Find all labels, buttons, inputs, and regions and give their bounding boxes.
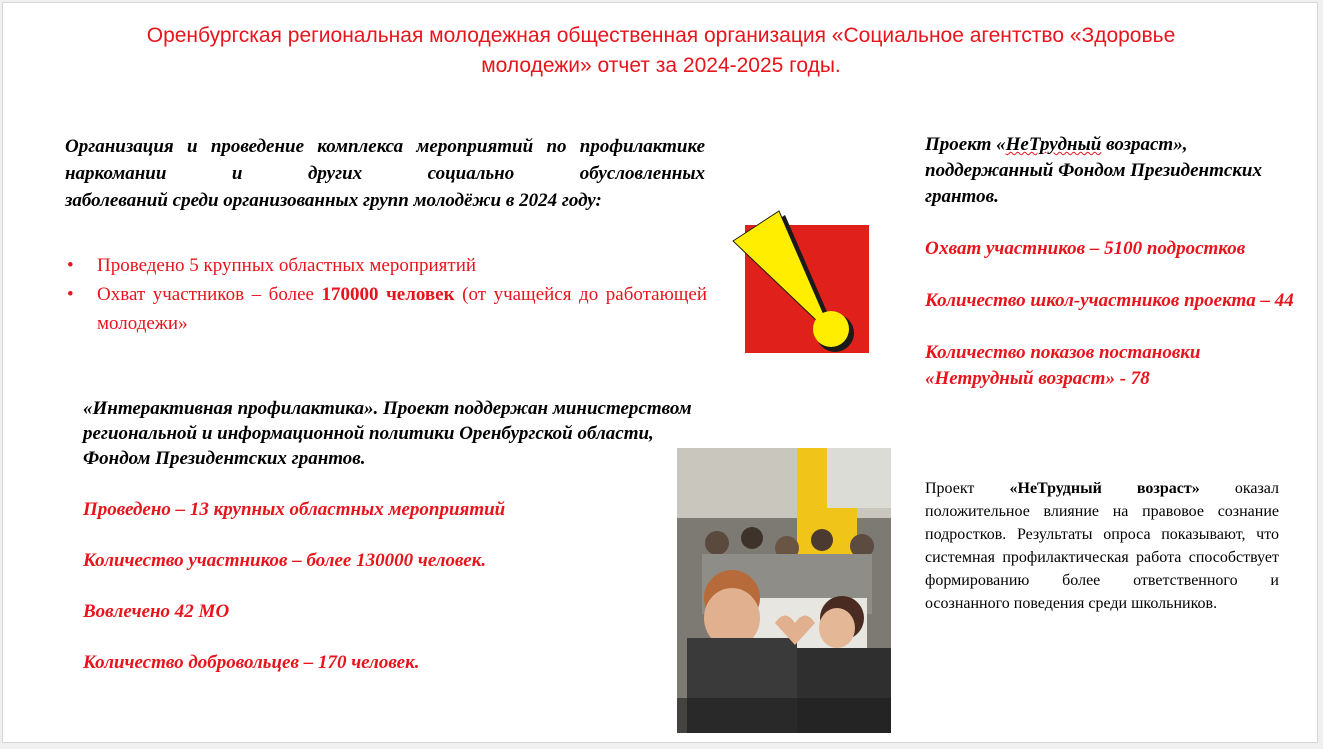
- project-stat: Проведено – 13 крупных областных мероприятий: [83, 499, 506, 520]
- list-item: • Охват участников – более 170000 человек (от учащейся до работающей молодежи»: [65, 280, 707, 338]
- project-stat: Охват участников – 5100 подростков: [925, 238, 1246, 259]
- project-description: Проект «НеТрудный возраст» оказал положительное влияние на правовое сознание подростков. Результаты опроса показывают, что системная профилактическая работа способствует формированию более ответственного и осознанного поведения среди школьников.: [925, 480, 1280, 612]
- participants-count: 170000 человек: [321, 284, 455, 305]
- page-title: [63, 21, 1259, 81]
- exclamation-warning-icon: [727, 209, 877, 359]
- group-photo: [677, 448, 891, 733]
- project-stat: Количество показов постановки «Нетрудный возраст» - 78: [925, 342, 1201, 389]
- title-line-1: Оренбургская региональная молодежная общественная организация «Социальное агентство «Здоровье: [146, 24, 1176, 47]
- results-list: [65, 251, 707, 338]
- project-heading: «Интерактивная профилактика». Проект поддержан министерством региональной и информационной политики Оренбургской области, Фондом Президентских грантов.: [83, 398, 692, 469]
- intro-heading-tail: заболеваний среди организованных групп молодёжи в 2024 году:: [65, 190, 602, 211]
- project-stat: Вовлечено 42 МО: [83, 601, 230, 622]
- interactive-prevention-project: [83, 396, 693, 675]
- netrudny-project: [925, 132, 1295, 392]
- project-stat: Количество добровольцев – 170 человек.: [83, 652, 420, 673]
- project-stat: Количество школ-участников проекта – 44: [925, 290, 1294, 311]
- title-line-2: молодежи» отчет за 2024-2025 годы.: [481, 54, 841, 77]
- slide: [2, 2, 1318, 743]
- project-heading: Проект «НеТрудный возраст», поддержанный Фондом Президентских грантов.: [925, 134, 1262, 207]
- intro-heading: Организация и проведение комплекса мероприятий по профилактике наркомании и других социально обусловленных: [65, 136, 705, 184]
- list-item: • Проведено 5 крупных областных мероприятий: [65, 251, 707, 280]
- project-stat: Количество участников – более 130000 человек.: [83, 550, 487, 571]
